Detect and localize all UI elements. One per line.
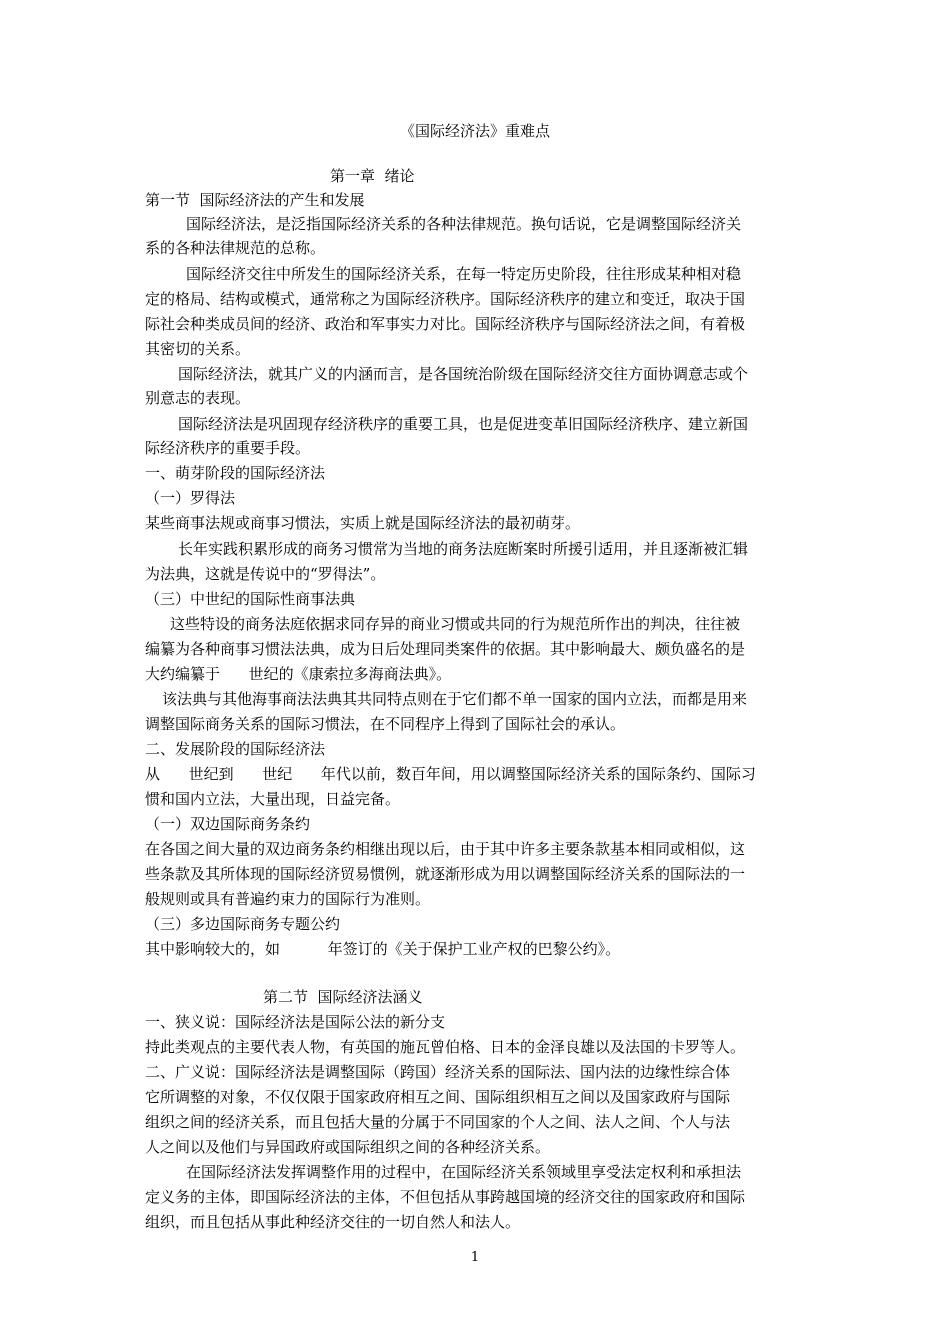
paragraph-line: 国际经济法，就其广义的内涵而言，是各国统治阶级在国际经济交往方面协调意志或个 [178,365,749,383]
paragraph-line: 惯和国内立法，大量出现，日益完备。 [145,790,401,808]
paragraph-line: 在国际经济法发挥调整作用的过程中，在国际经济关系领域里享受法定权利和承担法 [186,1163,742,1181]
subsection-heading: （一）罗得法 [145,489,236,507]
paragraph-line: 在各国之间大量的双边商务条约相继出现以后，由于其中许多主要条款基本相同或相似，这 [145,840,746,858]
subsection-heading: （一）双边国际商务条约 [145,815,311,833]
subsection-heading: 二、发展阶段的国际经济法 [145,740,326,758]
paragraph-line: 般规则或具有普遍约束力的国际行为准则。 [145,890,431,908]
paragraph-line: 从 世纪到 世纪 年代以前，数百年间，用以调整国际经济关系的国际条约、国际习 [145,765,756,783]
paragraph-line: 国际经济法是巩固现存经济秩序的重要工具，也是促进变革旧国际经济秩序、建立新国 [178,415,749,433]
paragraph-line: 持此类观点的主要代表人物，有英国的施瓦曾伯格、日本的金泽良雄以及法国的卡罗等人。 [145,1038,746,1056]
paragraph-line: 调整国际商务关系的国际习惯法，在不同程序上得到了国际社会的承认。 [145,715,626,733]
paragraph-line: 别意志的表现。 [145,389,251,407]
paragraph-line: 定的格局、结构或模式，通常称之为国际经济秩序。国际经济秩序的建立和变迁，取决于国 [145,290,746,308]
paragraph-line: 编纂为各种商事习惯法法典，成为日后处理同类案件的依据。其中影响最大、颇负盛名的是 [145,640,746,658]
subsection-heading: 一、萌芽阶段的国际经济法 [145,464,326,482]
section-heading: 第一节 国际经济法的产生和发展 [145,191,365,209]
subsection-heading: 一、狭义说：国际经济法是国际公法的新分支 [145,1013,446,1031]
paragraph-line: 大约编纂于 世纪的《康索拉多海商法典》。 [145,665,452,683]
paragraph-line: 国际经济交往中所发生的国际经济关系，在每一特定历史阶段，往往形成某种相对稳 [186,265,742,283]
paragraph-line: 其中影响较大的，如 年签订的《关于保护工业产权的巴黎公约》。 [145,940,621,958]
subsection-heading: （三）多边国际商务专题公约 [145,915,341,933]
paragraph-line: 它所调整的对象，不仅仅限于国家政府相互之间、国际组织相互之间以及国家政府与国际 [145,1088,731,1106]
paragraph-line: 际经济秩序的重要手段。 [145,439,311,457]
paragraph-line: 某些商事法规或商事习惯法，实质上就是国际经济法的最初萌芽。 [145,514,581,532]
paragraph-line: 该法典与其他海事商法法典其共同特点则在于它们都不单一国家的国内立法，而都是用来 [162,690,748,708]
paragraph-line: 组织之间的经济关系，而且包括大量的分属于不同国家的个人之间、法人之间、个人与法 [145,1113,731,1131]
paragraph-line: 人之间以及他们与异国政府或国际组织之间的各种经济关系。 [145,1138,551,1156]
paragraph-line: 长年实践积累形成的商务习惯常为当地的商务法庭断案时所援引适用，并且逐渐被汇辑 [178,540,749,558]
paragraph-line: 其密切的关系。 [145,340,251,358]
paragraph-line: 这些特设的商务法庭依据求同存异的商业习惯或共同的行为规范所作出的判决，往往被 [170,615,741,633]
paragraph-line: 组织，而且包括从事此种经济交往的一切自然人和法人。 [145,1213,521,1231]
document-title: 《国际经济法》重难点 [399,122,550,140]
subsection-heading: （三）中世纪的国际性商事法典 [145,590,356,608]
chapter-heading: 第一章 绪论 [330,167,415,185]
section-heading: 第二节 国际经济法涵义 [263,988,423,1006]
subsection-heading: 二、广义说：国际经济法是调整国际（跨国）经济关系的国际法、国内法的边缘性综合体 [145,1063,731,1081]
paragraph-line: 国际经济法，是泛指国际经济关系的各种法律规范。换句话说，它是调整国际经济关 [186,215,742,233]
paragraph-line: 定义务的主体，即国际经济法的主体，不但包括从事跨越国境的经济交往的国家政府和国际 [145,1188,746,1206]
paragraph-line: 系的各种法律规范的总称。 [145,239,326,257]
page-number: 1 [470,1250,480,1265]
paragraph-line: 些条款及其所体现的国际经济贸易惯例，就逐渐形成为用以调整国际经济关系的国际法的一 [145,865,746,883]
paragraph-line: 际社会种类成员间的经济、政治和军事实力对比。国际经济秩序与国际经济法之间，有着极 [145,315,746,333]
paragraph-line: 为法典，这就是传说中的“罗得法”。 [145,565,386,583]
